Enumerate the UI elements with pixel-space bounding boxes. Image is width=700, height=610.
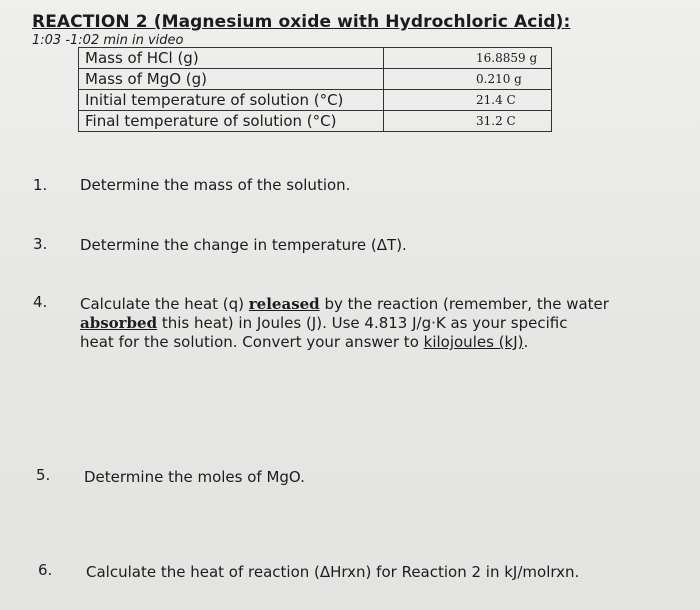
table-value: 31.2 C [384,111,552,132]
question-text: Calculate the heat of reaction (ΔHrxn) for Reaction 2 in kJ/molrxn. [86,563,580,581]
question-number: 5. [36,466,51,484]
table-value: 0.210 g [384,69,552,90]
table-row [79,69,552,90]
question-text: Calculate the heat (q) released by the reaction (remember, the water absorbed this heat) in Joules (J). Use 4.813 J/g·K as your specific heat for the solution. Convert your answer to kilojoules (kJ). [80,295,609,351]
table-row [79,111,552,132]
question-number: 6. [38,561,53,579]
table-label: Mass of HCl (g) [79,48,384,69]
reaction-title: REACTION 2 (Magnesium oxide with Hydrochloric Acid): [32,12,571,32]
emphasis-released: released [248,295,320,313]
question-text: Determine the change in temperature (ΔT). [80,236,407,254]
table-label: Initial temperature of solution (°C) [79,90,384,111]
measurement-table [78,47,552,132]
table-label: Mass of MgO (g) [79,69,384,90]
table-row [79,48,552,69]
question-text: Determine the mass of the solution. [80,176,351,194]
table-row [79,90,552,111]
emphasis-absorbed: absorbed [80,314,158,332]
table-value: 16.8859 g [384,48,552,69]
table-label: Final temperature of solution (°C) [79,111,384,132]
emphasis-kilojoules: kilojoules (kJ) [423,333,524,351]
table-value: 21.4 C [384,90,552,111]
question-number: 3. [33,235,48,253]
question-text: Determine the moles of MgO. [84,468,305,486]
question-number: 1. [33,176,48,194]
question-number: 4. [33,293,48,311]
video-time-range: 1:03 -1:02 min in video [32,33,184,48]
